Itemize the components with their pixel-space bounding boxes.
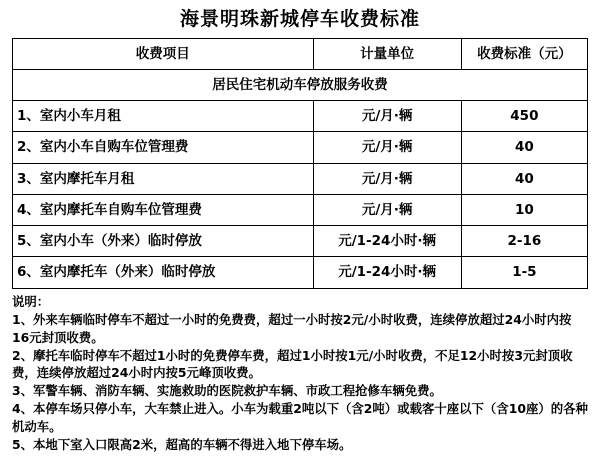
table-row [13, 226, 588, 257]
row-price-value: 450 [461, 101, 587, 132]
table-row [13, 257, 588, 288]
note-line: 1、外来车辆临时停车不超过一小时的免费费，超过一小时按2元/小时收费，连续停放超过24小时内按16元封顶收费。 [12, 311, 572, 345]
row-item-label: 1、室内小车月租 [13, 101, 314, 132]
notes-heading: 说明： [12, 293, 50, 309]
table-header-row [13, 38, 588, 69]
row-unit-value: 元/月·辆 [313, 101, 461, 132]
fee-standard-table [12, 38, 588, 289]
row-unit-value: 元/月·辆 [313, 163, 461, 194]
column-header-unit: 计量单位 [313, 38, 461, 69]
row-price-value: 1-5 [461, 257, 587, 288]
notes-section [12, 289, 588, 455]
row-unit-value: 元/1-24小时·辆 [313, 226, 461, 257]
table-section-row [13, 70, 588, 101]
page-title: 海景明珠新城停车收费标准 [179, 8, 420, 30]
table-row [13, 132, 588, 163]
row-price-value: 2-16 [461, 226, 587, 257]
row-price-value: 40 [461, 132, 587, 163]
note-line: 4、本停车场只停小车，大车禁止进入。小车为载重2吨以下（含2吨）或载客十座以下（含10座）的各种机动车。 [12, 401, 588, 435]
row-unit-value: 元/1-24小时·辆 [313, 257, 461, 288]
row-item-label: 3、室内摩托车月租 [13, 163, 314, 194]
note-line: 2、摩托车临时停车不超过1小时的免费停车费，超过1小时按1元/小时收费，不足12小时按3元封顶收费，连续停放超过24小时内按5元峰顶收费。 [12, 347, 573, 381]
row-item-label: 2、室内小车自购车位管理费 [13, 132, 314, 163]
section-title: 居民住宅机动车停放服务收费 [13, 70, 588, 101]
note-line: 3、军警车辆、消防车辆、实施救助的医院救护车辆、市政工程抢修车辆免费。 [12, 383, 442, 399]
column-header-item: 收费项目 [13, 38, 314, 69]
row-unit-value: 元/月·辆 [313, 194, 461, 225]
note-line: 5、本地下室入口限高2米，超高的车辆不得进入地下停车场。 [12, 437, 352, 453]
column-header-price: 收费标准（元） [461, 38, 587, 69]
row-unit-value: 元/月·辆 [313, 132, 461, 163]
row-item-label: 4、室内摩托车自购车位管理费 [13, 194, 314, 225]
row-item-label: 5、室内小车（外来）临时停放 [13, 226, 314, 257]
row-price-value: 40 [461, 163, 587, 194]
table-row [13, 163, 588, 194]
table-row [13, 101, 588, 132]
row-price-value: 10 [461, 194, 587, 225]
row-item-label: 6、室内摩托车（外来）临时停放 [13, 257, 314, 288]
table-row [13, 194, 588, 225]
